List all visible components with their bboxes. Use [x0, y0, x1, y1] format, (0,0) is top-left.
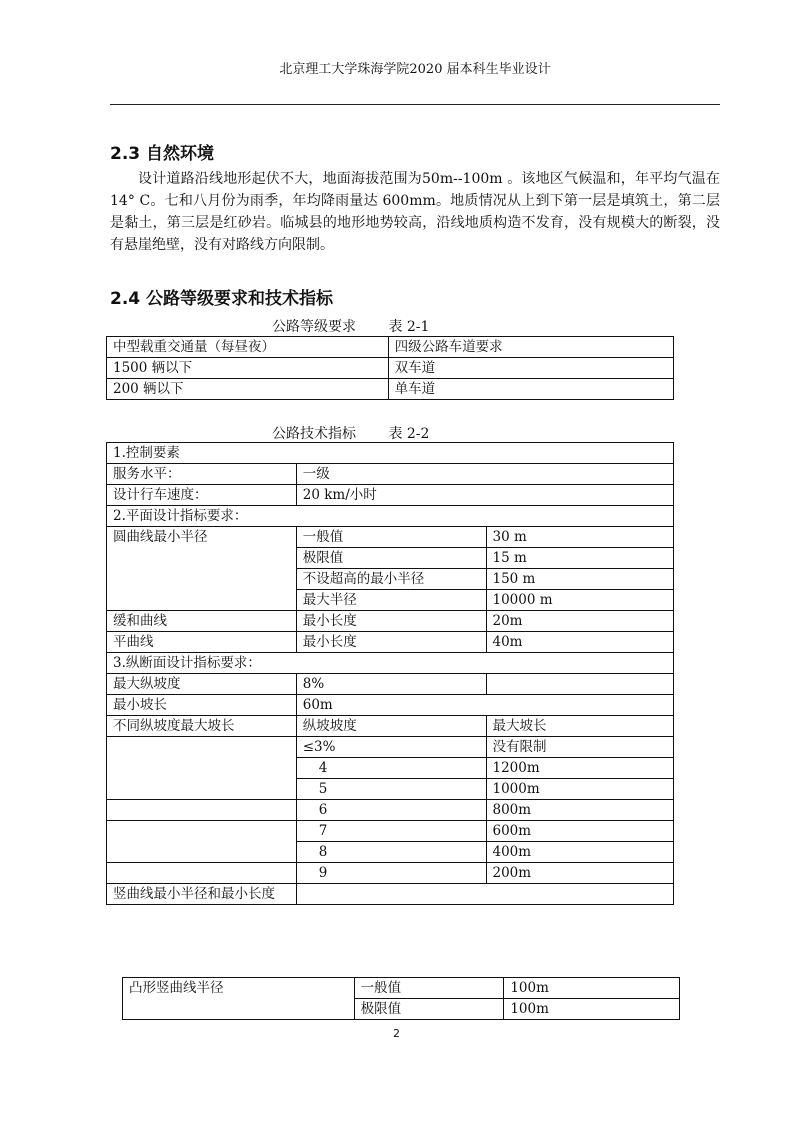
table-cell: 竖曲线最小半径和最小长度	[107, 884, 297, 905]
table-cell: 60m	[296, 695, 673, 716]
table-cell: 1000m	[486, 779, 674, 800]
table-row	[107, 464, 674, 485]
table-cell: 30 m	[486, 527, 674, 548]
table-vertical-curve	[122, 977, 680, 1020]
table-cell: 极限值	[354, 999, 504, 1020]
table-cell: 200 辆以下	[107, 379, 389, 400]
table-cell: 最大坡长	[486, 716, 674, 737]
table-cell: 8	[296, 842, 486, 863]
section-row-1: 1.控制要素	[107, 443, 674, 464]
table-row	[123, 978, 680, 999]
table1-caption: 公路等级要求 表 2-1	[272, 319, 430, 335]
table-cell: 单车道	[388, 379, 673, 400]
table-cell: 9	[296, 863, 486, 884]
table-cell	[296, 884, 673, 905]
table-row	[107, 379, 674, 400]
table-row	[107, 611, 674, 632]
table-cell: 一级	[296, 464, 673, 485]
page-header: 北京理工大学珠海学院2020 届本科生毕业设计	[279, 62, 551, 77]
table-cell	[107, 737, 297, 800]
table-2-1	[106, 336, 674, 400]
table-cell	[107, 800, 297, 821]
table-cell: 6	[296, 800, 486, 821]
table-row	[107, 695, 674, 716]
table-cell: 200m	[486, 863, 674, 884]
page-number: 2	[393, 1027, 400, 1040]
table-row	[107, 337, 674, 358]
table-cell: 100m	[504, 978, 680, 999]
table-cell	[107, 821, 297, 863]
table2-caption: 公路技术指标 表 2-2	[272, 426, 430, 442]
table-cell: 最小坡长	[107, 695, 297, 716]
table-row	[107, 716, 674, 737]
section-2-3-paragraph: 设计道路沿线地形起伏不大，地面海拔范围为50m--100m 。该地区气候温和，年平均气温在 14° C。七和八月份为雨季，年均降雨量达 600mm。地质情况从上到下第一层是填筑土，第二层是黏土，第三层是红砂岩。临城县的地形地势较高，沿线地质构造不发育，没有规模大的断裂，没有悬崖绝壁，没有对路线方向限制。	[110, 171, 720, 253]
table-cell: 纵坡坡度	[296, 716, 486, 737]
table-row	[107, 506, 674, 527]
table-2-2	[106, 442, 674, 905]
table-cell: 缓和曲线	[107, 611, 297, 632]
table-cell: ≤3%	[296, 737, 486, 758]
table-cell: 8%	[296, 674, 486, 695]
table-row	[107, 674, 674, 695]
table-cell: 150 m	[486, 569, 674, 590]
table-cell: 一般值	[354, 978, 504, 999]
table-cell: 600m	[486, 821, 674, 842]
table-cell: 凸形竖曲线半径	[123, 978, 355, 1020]
table-row	[107, 443, 674, 464]
table-cell: 双车道	[388, 358, 673, 379]
section-2-3-title: 2.3 自然环境	[110, 144, 215, 164]
table-cell: 圆曲线最小半径	[107, 527, 297, 611]
table-row	[107, 737, 674, 758]
table-cell: 最大纵坡度	[107, 674, 297, 695]
table-row	[107, 358, 674, 379]
table-cell: 极限值	[296, 548, 486, 569]
table-cell: 不同纵坡度最大坡长	[107, 716, 297, 737]
table-row	[107, 527, 674, 548]
table-cell: 没有限制	[486, 737, 674, 758]
section-2-4-title: 2.4 公路等级要求和技术指标	[110, 289, 334, 309]
table-cell: 最小长度	[296, 632, 486, 653]
table-cell: 20m	[486, 611, 674, 632]
header-rule	[110, 104, 720, 105]
table-cell: 7	[296, 821, 486, 842]
table-row	[107, 884, 674, 905]
table-cell: 不设超高的最小半径	[296, 569, 486, 590]
table-cell: 1500 辆以下	[107, 358, 389, 379]
table-row	[107, 800, 674, 821]
table-cell: 最大半径	[296, 590, 486, 611]
table-cell: 服务水平：	[107, 464, 297, 485]
table-cell: 最小长度	[296, 611, 486, 632]
table-cell	[486, 674, 674, 695]
table-cell: 800m	[486, 800, 674, 821]
section-row-2: 2.平面设计指标要求：	[107, 506, 674, 527]
table-cell: 设计行车速度：	[107, 485, 297, 506]
table-cell: 400m	[486, 842, 674, 863]
table-cell: 四级公路车道要求	[388, 337, 673, 358]
table-cell: 中型载重交通量（每昼夜）	[107, 337, 389, 358]
table-cell	[107, 863, 297, 884]
section-row-3: 3.纵断面设计指标要求：	[107, 653, 674, 674]
table-cell: 10000 m	[486, 590, 674, 611]
table-cell: 一般值	[296, 527, 486, 548]
table-row	[107, 632, 674, 653]
table-cell: 20 km/小时	[296, 485, 673, 506]
table-cell: 40m	[486, 632, 674, 653]
table-cell: 5	[296, 779, 486, 800]
table-row	[107, 821, 674, 842]
table-row	[107, 485, 674, 506]
table-cell: 平曲线	[107, 632, 297, 653]
table-cell: 15 m	[486, 548, 674, 569]
table-cell: 1200m	[486, 758, 674, 779]
table-cell: 100m	[504, 999, 680, 1020]
table-row	[107, 863, 674, 884]
table-cell: 4	[296, 758, 486, 779]
table-row	[107, 653, 674, 674]
